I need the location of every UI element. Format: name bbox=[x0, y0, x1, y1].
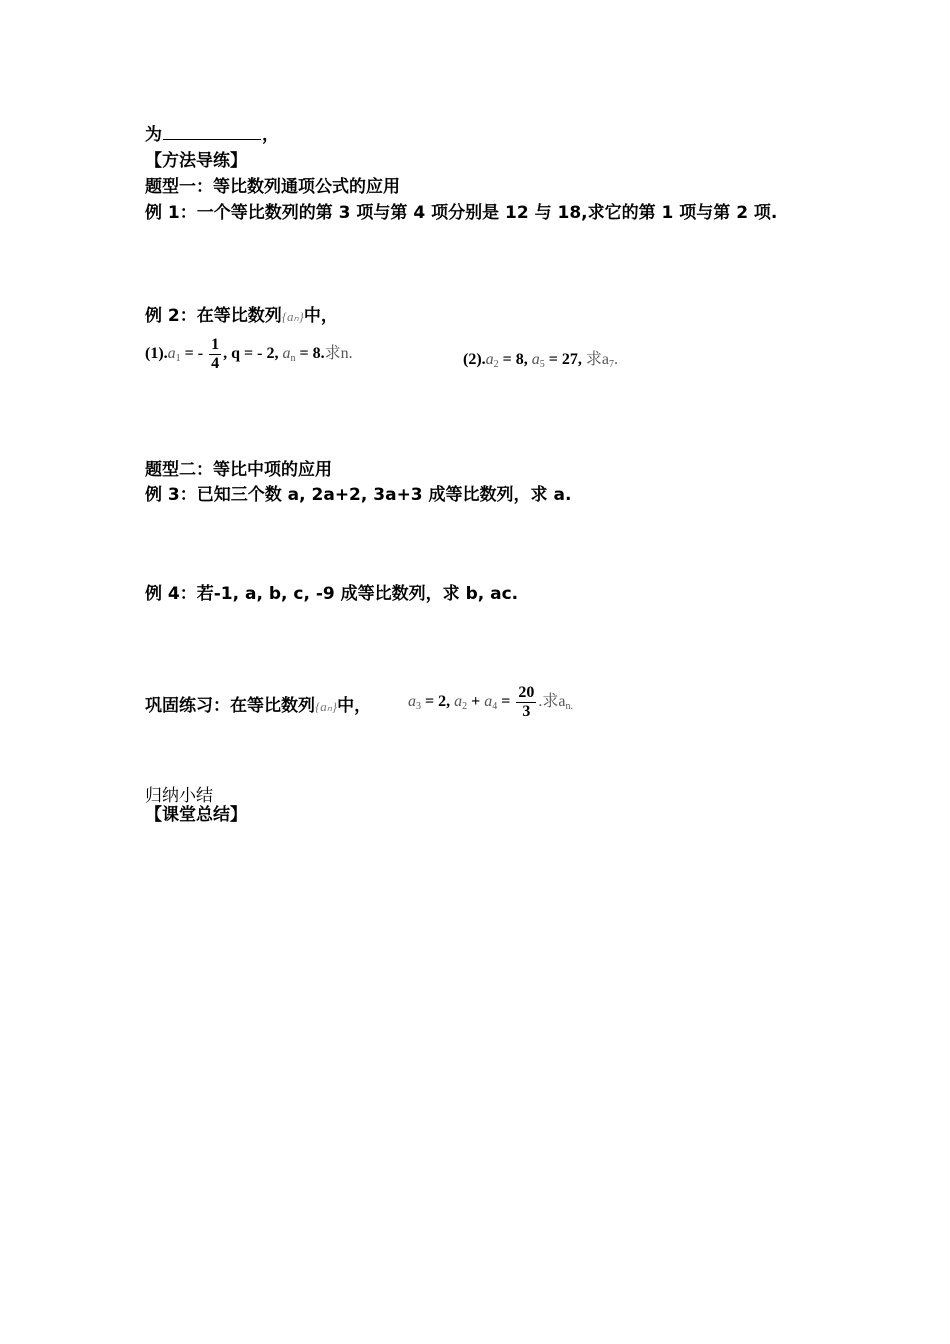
practice-a2-symbol: a bbox=[454, 693, 463, 711]
example-2-intro bbox=[145, 305, 338, 328]
part-2-label: (2). bbox=[463, 351, 486, 368]
practice-fraction-denominator: 3 bbox=[522, 703, 531, 720]
plus-sign: + bbox=[467, 693, 485, 711]
fraction-numerator: 1 bbox=[211, 336, 220, 353]
fraction-one-quarter bbox=[209, 336, 221, 373]
intro-suffix: ， bbox=[262, 125, 279, 145]
intro-prefix: 为 bbox=[145, 125, 162, 145]
a4-symbol: a bbox=[484, 693, 493, 711]
practice-fraction-numerator: 20 bbox=[518, 684, 535, 701]
a7-subscript: 7 bbox=[609, 359, 615, 370]
a3-value: = 2, bbox=[421, 693, 455, 711]
example-3: 例 3：已知三个数 a, 2a+2, 3a+3 成等比数列，求 a. bbox=[145, 485, 572, 505]
type1-heading: 题型一：等比数列通项公式的应用 bbox=[145, 177, 400, 197]
example-2-part-2 bbox=[463, 346, 618, 370]
example-2-part-1 bbox=[145, 336, 353, 373]
sequence-symbol: {aₙ} bbox=[281, 309, 304, 324]
part-1-equals: = - bbox=[180, 345, 208, 363]
ex2-suffix: 中， bbox=[303, 306, 338, 326]
a4-subscript: 4 bbox=[492, 701, 498, 713]
answer-blank[interactable] bbox=[163, 125, 261, 140]
part-1-label: (1). bbox=[145, 345, 168, 363]
an-symbol: a bbox=[282, 345, 291, 363]
part-2-period: . bbox=[614, 351, 619, 368]
practice-sequence-symbol: {aₙ} bbox=[315, 699, 338, 714]
a1-subscript: 1 bbox=[175, 353, 181, 365]
intro-line bbox=[145, 124, 279, 146]
practice-a2-subscript: 2 bbox=[462, 701, 468, 713]
practice-question: .求a bbox=[538, 693, 566, 711]
a5-value: = 27, bbox=[544, 351, 586, 368]
practice-intro bbox=[145, 695, 371, 718]
example-4: 例 4：若-1, a, b, c, -9 成等比数列，求 b, ac. bbox=[145, 584, 519, 604]
a3-subscript: 3 bbox=[416, 701, 421, 713]
fraction-denominator: 4 bbox=[211, 355, 220, 372]
a2-value: = 8, bbox=[498, 351, 532, 368]
fraction-twenty-thirds bbox=[516, 684, 536, 721]
ex2-prefix: 例 2：在等比数列 bbox=[145, 306, 282, 326]
an-value: = 8. bbox=[295, 345, 325, 363]
a5-symbol: a bbox=[531, 351, 540, 368]
section-class-summary-heading: 【课堂总结】 bbox=[145, 805, 247, 825]
practice-prefix: 巩固练习：在等比数列 bbox=[145, 696, 315, 716]
practice-suffix: 中， bbox=[337, 696, 372, 716]
type2-heading: 题型二：等比中项的应用 bbox=[145, 460, 332, 480]
a3-symbol: a bbox=[408, 693, 416, 711]
summary-heading: 归纳小结 bbox=[145, 786, 213, 806]
a1-symbol: a bbox=[167, 345, 176, 363]
part-1-question: 求n. bbox=[324, 345, 353, 363]
practice-an-subscript: n. bbox=[565, 701, 573, 713]
part-2-question: 求a bbox=[585, 351, 610, 368]
an-subscript: n bbox=[290, 353, 296, 365]
section-method-heading: 【方法导练】 bbox=[145, 151, 247, 171]
q-value: , q = - 2, bbox=[223, 345, 283, 363]
practice-equals: = bbox=[497, 693, 515, 711]
a5-subscript: 5 bbox=[539, 359, 545, 370]
practice-equation bbox=[408, 684, 573, 721]
a2-subscript: 2 bbox=[493, 359, 499, 370]
a2-symbol: a bbox=[485, 351, 494, 368]
example-1: 例 1：一个等比数列的第 3 项与第 4 项分别是 12 与 18,求它的第 1 项与第 2 项. bbox=[145, 203, 778, 223]
